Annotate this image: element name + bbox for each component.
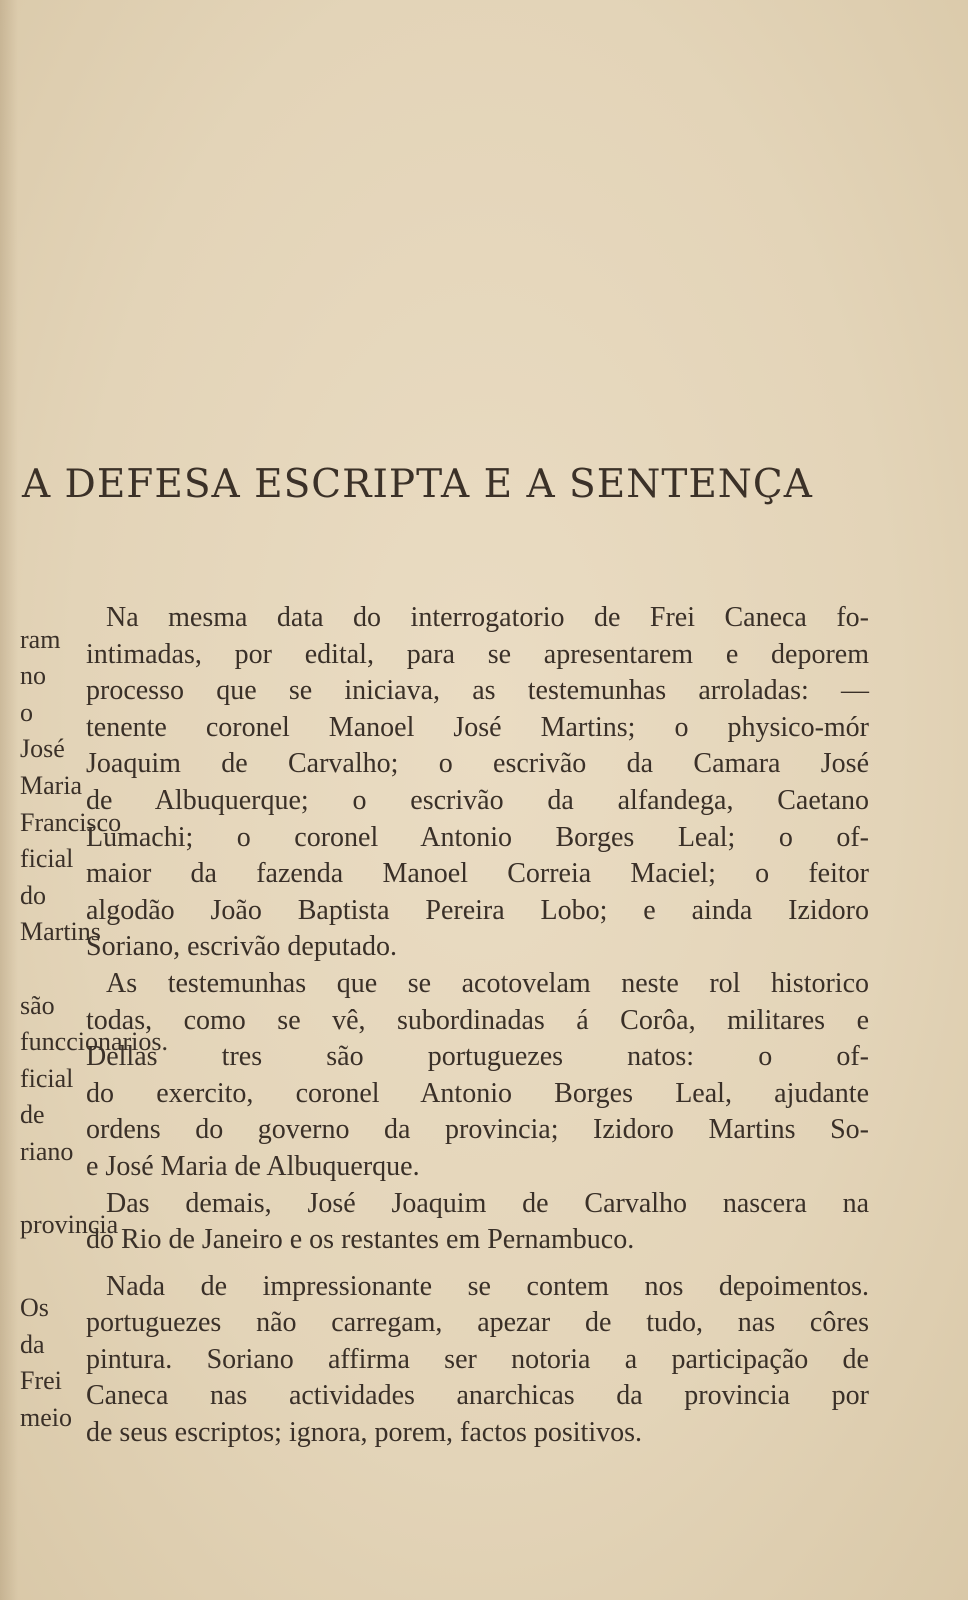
paragraph [20, 1271, 870, 1454]
left-margin-fragment: de [20, 1100, 45, 1130]
left-margin-fragment: José [20, 734, 65, 764]
left-margin-fragment: da [20, 1329, 45, 1359]
text-line [20, 917, 870, 968]
text-line [20, 1366, 870, 1417]
left-margin-fragment: ficial [20, 1063, 74, 1093]
left-margin-fragment: Maria [20, 770, 83, 800]
text-line [20, 844, 870, 895]
line-text: As testemunhas que se acotovelam neste rol historico [106, 967, 869, 999]
line-text: Das demais, José Joaquim de Carvalho nascera na [106, 1187, 869, 1219]
line-text: intimadas, por edital, para se apresentarem e deporem [86, 638, 869, 670]
left-margin-fragment: ram [20, 624, 61, 654]
line-text: algodão João Baptista Pereira Lobo; e ainda Izidoro [86, 894, 869, 926]
left-margin-fragment: Os [20, 1293, 49, 1323]
paragraph [20, 602, 870, 968]
left-margin-fragment: são [20, 990, 55, 1020]
line-text: Caneca nas actividades anarchicas da provincia por [86, 1380, 869, 1412]
text-line [20, 968, 870, 1005]
line-text: pintura. Soriano affirma ser notoria a participação de [86, 1343, 869, 1375]
text-line [20, 697, 870, 749]
line-text: e José Maria de Albuquerque. [86, 1150, 420, 1182]
paragraph [20, 968, 870, 1188]
line-text: ordens do governo da provincia; Izidoro Martins So- [86, 1114, 869, 1146]
left-margin-fragment: no [20, 661, 46, 691]
text-line [20, 661, 870, 712]
paragraph [20, 1188, 870, 1261]
text-line [20, 1210, 870, 1261]
left-margin-fragment: Martins [20, 917, 101, 947]
text-line [20, 1403, 870, 1454]
left-margin-fragment: o [20, 697, 33, 727]
text-line [20, 1188, 870, 1225]
body-text [20, 602, 870, 1454]
left-margin-fragment: meio [20, 1403, 72, 1433]
text-line [20, 1063, 870, 1115]
left-margin-fragment: ficial [20, 844, 74, 874]
text-line [20, 1100, 870, 1151]
line-text: tenente coronel Manoel José Martins; o physico-mór [86, 711, 869, 743]
line-text: Nada de impressionante se contem nos depoimentos. [106, 1270, 869, 1302]
text-line [20, 734, 870, 785]
line-text: Dellas tres são portuguezes natos: o of- [86, 1041, 869, 1073]
line-text: de Albuquerque; o escrivão da alfandega, Caetano [86, 784, 869, 816]
line-text: portuguezes não carregam, apezar de tudo, nas côres [86, 1307, 869, 1339]
line-text: Lumachi; o coronel Antonio Borges Leal; o of- [86, 821, 869, 853]
page-gutter-shadow [0, 0, 18, 1600]
line-text: processo que se iniciava, as testemunhas arroladas: — [86, 675, 869, 707]
line-text: Na mesma data do interrogatorio de Frei Caneca fo- [106, 602, 869, 633]
chapter-title: A DEFESA ESCRIPTA E A SENTENÇA [22, 462, 813, 507]
text-line [20, 1027, 870, 1078]
line-text: do exercito, coronel Antonio Borges Leal, ajudante [86, 1077, 869, 1109]
left-margin-fragment: funccionarios. [20, 1027, 169, 1057]
left-margin-fragment: provincia [20, 1210, 119, 1240]
line-text: do Rio de Janeiro e os restantes em Pernambuco. [86, 1224, 635, 1256]
text-line [20, 880, 870, 932]
text-line [20, 624, 870, 676]
paragraph-gap [20, 1261, 870, 1271]
left-margin-fragment: Frei [20, 1366, 62, 1396]
line-text: Joaquim de Carvalho; o escrivão da Camara José [86, 748, 869, 780]
line-text: de seus escriptos; ignora, porem, factos positivos. [86, 1417, 643, 1449]
text-line [20, 1271, 870, 1308]
text-line [20, 602, 870, 639]
text-line [20, 1136, 870, 1188]
text-line [20, 1293, 870, 1344]
line-text: Soriano, escrivão deputado. [86, 931, 398, 963]
line-text: todas, como se vê, subordinadas á Corôa, militares e [86, 1004, 869, 1036]
text-line [20, 807, 870, 859]
left-margin-fragment: Francisco [20, 807, 122, 837]
left-margin-fragment: do [20, 880, 46, 910]
left-margin-fragment: riano [20, 1136, 74, 1166]
text-line [20, 1329, 870, 1381]
line-text: maior da fazenda Manoel Correia Maciel; o feitor [86, 858, 869, 890]
text-line [20, 770, 870, 822]
